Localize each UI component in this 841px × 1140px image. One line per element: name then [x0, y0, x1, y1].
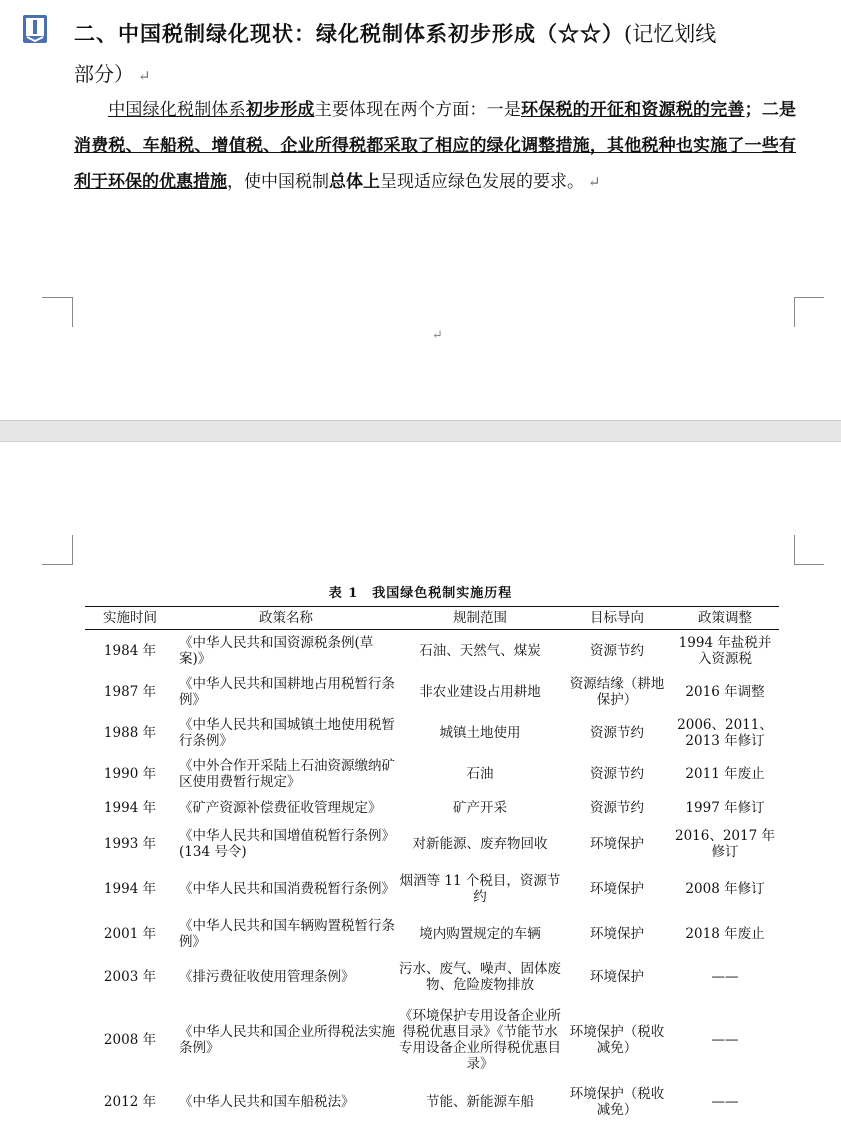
- table-header-row: [85, 607, 779, 630]
- cell-policy-name: 《中华人民共和国城镇土地使用税暂行条例》: [179, 716, 395, 749]
- heading-note: (记忆划线: [624, 22, 717, 46]
- paragraph-mark-icon: ↵: [588, 173, 601, 191]
- cell-goal: 环境保护: [590, 880, 644, 897]
- cell-policy-name: 《中华人民共和国增值税暂行条例》(134 号令): [179, 827, 395, 860]
- table-row: [85, 754, 779, 794]
- cell-adjustment: 2011 年废止: [685, 765, 765, 782]
- text-run: 呈现适应绿色发展的要求。: [380, 172, 584, 192]
- table-row: [85, 672, 779, 712]
- table-row: [85, 630, 779, 672]
- cell-adjustment: ——: [711, 1093, 739, 1110]
- cell-goal: 资源节约: [590, 642, 644, 659]
- cell-year: 1988 年: [103, 724, 157, 741]
- cell-scope: 境内购置规定的车辆: [419, 925, 541, 942]
- cell-year: 2001 年: [103, 925, 157, 942]
- margin-corner-mark: [794, 297, 824, 298]
- table-row: [85, 912, 779, 956]
- cell-policy-name: 《中华人民共和国车船税法》: [179, 1093, 355, 1110]
- policy-table: [85, 606, 779, 1122]
- page-separator: [0, 420, 841, 442]
- cell-adjustment: ——: [711, 1031, 739, 1048]
- cell-policy-name: 《中外合作开采陆上石油资源缴纳矿区使用费暂行规定》: [179, 757, 395, 790]
- cell-goal: 环境保护: [590, 835, 644, 852]
- margin-corner-mark: [42, 297, 73, 327]
- cell-goal: 资源节约: [590, 765, 644, 782]
- cell-goal: 环境保护（税收减免）: [569, 1023, 665, 1056]
- cell-goal: 资源节约: [590, 724, 644, 741]
- margin-corner-mark: [42, 297, 72, 298]
- cell-adjustment: 1994 年盐税并入资源税: [678, 634, 772, 667]
- cell-adjustment: 2016、2017 年修订: [674, 827, 775, 860]
- cell-adjustment: 2018 年废止: [685, 925, 765, 942]
- cell-scope: 对新能源、废弃物回收: [412, 835, 548, 852]
- body-paragraph: [74, 92, 796, 200]
- column-header: 政策名称: [175, 607, 397, 630]
- cell-policy-name: 《中华人民共和国车辆购置税暂行条例》: [179, 917, 395, 950]
- column-header: 规制范围: [397, 607, 563, 630]
- cell-goal: 环境保护: [590, 925, 644, 942]
- paragraph-mark-icon: ↵: [138, 67, 151, 85]
- cell-policy-name: 《排污费征收使用管理条例》: [179, 968, 355, 985]
- cell-adjustment: 2016 年调整: [685, 683, 765, 700]
- table-row: [85, 866, 779, 912]
- margin-corner-mark: [794, 564, 824, 565]
- text-run: 初步形成: [245, 100, 315, 120]
- margin-corner-mark: [72, 535, 73, 565]
- table-row: [85, 822, 779, 866]
- cell-year: 1987 年: [103, 683, 157, 700]
- cell-policy-name: 《矿产资源补偿费征收管理规定》: [179, 799, 382, 816]
- cell-scope: 烟酒等 11 个税目，资源节约: [399, 872, 561, 905]
- section-heading: [74, 12, 814, 56]
- cell-year: 2003 年: [103, 968, 157, 985]
- cell-adjustment: 2008 年修订: [685, 880, 765, 897]
- text-run: 环保税的开征和资源税的完善: [521, 100, 745, 120]
- cell-scope: 节能、新能源车船: [426, 1093, 534, 1110]
- heading-continuation-text: 部分）: [74, 62, 134, 86]
- cell-scope: 石油、天然气、煤炭: [419, 642, 541, 659]
- cell-adjustment: 1997 年修订: [685, 799, 765, 816]
- column-header: 政策调整: [671, 607, 779, 630]
- cell-year: 1993 年: [103, 835, 157, 852]
- cell-year: 2012 年: [103, 1093, 157, 1110]
- cell-adjustment: ——: [711, 968, 739, 985]
- cell-goal: 环境保护（税收减免）: [569, 1085, 665, 1118]
- cell-scope: 污水、废气、噪声、固体废物、危险废物排放: [399, 960, 561, 993]
- text-run: ；二是: [744, 100, 797, 120]
- cell-scope: 石油: [466, 765, 494, 782]
- cell-year: 1984 年: [103, 642, 157, 659]
- margin-corner-mark: [794, 535, 795, 565]
- margin-corner-mark: [794, 297, 795, 327]
- cell-goal: 资源节约: [590, 799, 644, 816]
- cell-adjustment: 2006、2011、2013 年修订: [677, 716, 773, 749]
- text-run: 总体上: [329, 172, 380, 192]
- cell-policy-name: 《中华人民共和国耕地占用税暂行条例》: [179, 675, 395, 708]
- table-row: [85, 998, 779, 1082]
- table-row: [85, 712, 779, 754]
- cell-policy-name: 《中华人民共和国消费税暂行条例》: [179, 880, 395, 897]
- cell-scope: 非农业建设占用耕地: [419, 683, 541, 700]
- table-row: [85, 794, 779, 822]
- cell-scope: 城镇土地使用: [439, 724, 521, 741]
- cell-goal: 环境保护: [590, 968, 644, 985]
- column-header: 实施时间: [85, 607, 175, 630]
- heading-title: 二、中国税制绿化现状：绿化税制体系初步形成（☆☆）: [74, 21, 624, 46]
- cell-year: 2008 年: [103, 1031, 157, 1048]
- cell-year: 1994 年: [103, 799, 157, 816]
- text-run: 中国绿化税制体系: [108, 100, 246, 120]
- cell-goal: 资源结缘（耕地保护）: [569, 675, 665, 708]
- cell-year: 1990 年: [103, 765, 157, 782]
- text-run: 消费税、车船税、增值税、企业所得税都采取了相应的绿化调整措施，其他税种也实施了一些有利于环保的优惠措施: [74, 136, 796, 192]
- margin-corner-mark: [42, 564, 72, 565]
- text-run: ，使中国税制: [227, 172, 329, 192]
- cell-scope: 《环境保护专用设备企业所得税优惠目录》《节能节水专用设备企业所得税优惠目录》: [399, 1007, 561, 1072]
- cell-policy-name: 《中华人民共和国企业所得税法实施条例》: [179, 1023, 395, 1056]
- cell-policy-name: 《中华人民共和国资源税条例(草案)》: [179, 634, 374, 667]
- cell-scope: 矿产开采: [453, 799, 507, 816]
- cell-year: 1994 年: [103, 880, 157, 897]
- column-header: 目标导向: [563, 607, 671, 630]
- text-run: 主要体现在两个方面：一是: [314, 100, 522, 120]
- paragraph-mark-icon: ↵: [432, 328, 443, 343]
- book-icon: [22, 14, 48, 44]
- table-caption: 表 1 我国绿色税制实施历程: [328, 586, 513, 601]
- table-row: [85, 1082, 779, 1122]
- heading-continuation: [74, 56, 151, 94]
- table-row: [85, 956, 779, 998]
